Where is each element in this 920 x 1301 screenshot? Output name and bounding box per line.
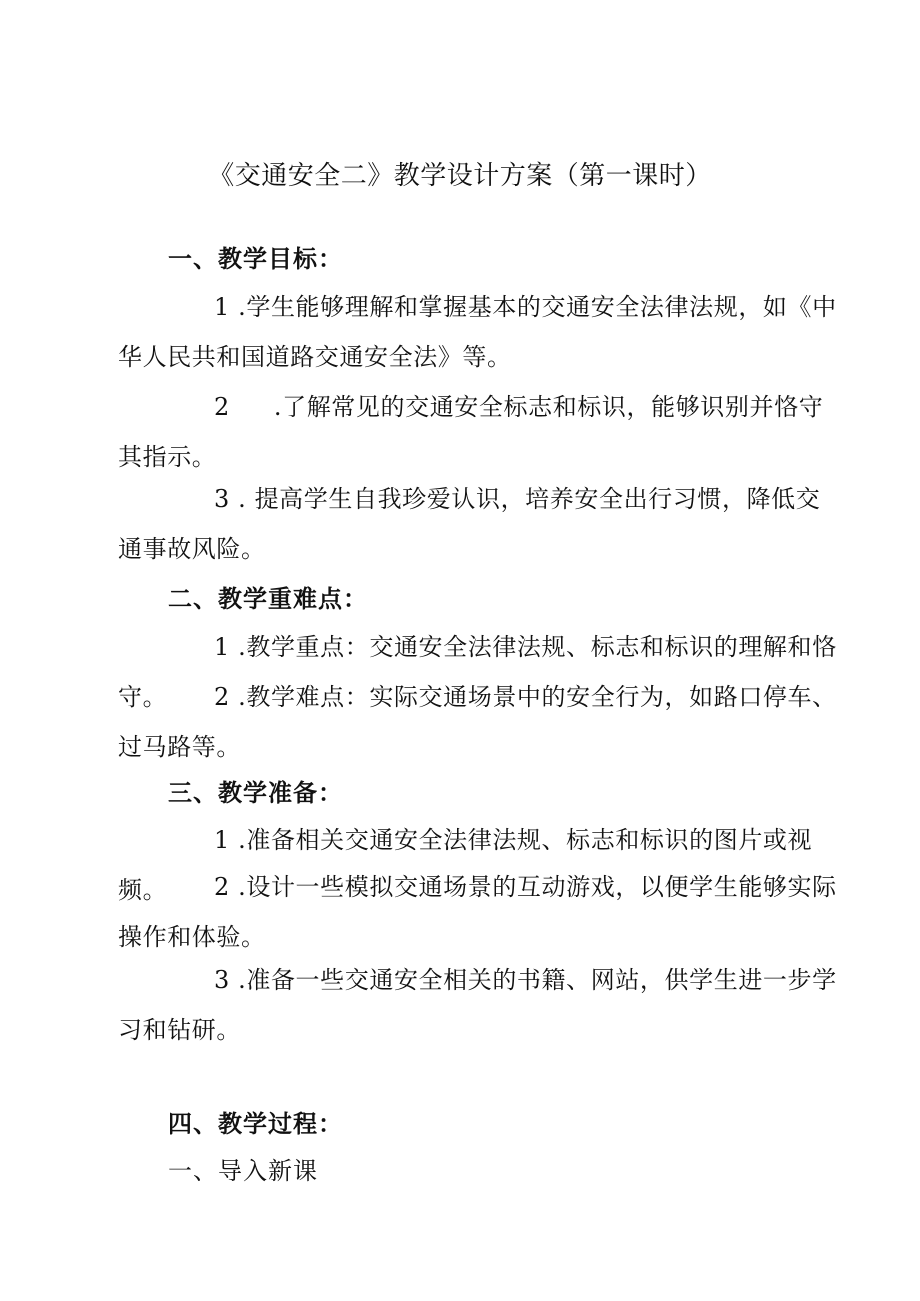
item-text: .教学难点：实际交通场景中的安全行为，如路口停车、过马路等。 — [118, 683, 837, 761]
objective-item-3 — [118, 474, 838, 574]
item-text: . 提高学生自我珍爱认识，培养安全出行习惯，降低交通事故风险。 — [118, 485, 821, 563]
document-title: 《交通安全二》教学设计方案（第一课时） — [208, 161, 712, 191]
item-text: .教学重点：交通安全法律法规、标志和标识的理解和恪守。 — [118, 633, 837, 711]
item-number: 2 — [214, 873, 230, 901]
item-text: .了解常见的交通安全标志和标识，能够识别并恪守其指示。 — [118, 393, 824, 471]
objective-item-1 — [118, 282, 838, 382]
item-text: .学生能够理解和掌握基本的交通安全法律法规，如《中华人民共和国道路交通安全法》等。 — [118, 293, 837, 371]
section-heading-key-points: 二、教学重难点： — [168, 584, 368, 613]
preparation-item-2 — [118, 862, 838, 962]
section-heading-process: 四、教学过程： — [168, 1109, 343, 1138]
preparation-item-3 — [118, 955, 838, 1055]
item-text: .准备相关交通安全法律法规、标志和标识的图片或视频。 — [118, 826, 813, 904]
section-heading-preparation: 三、教学准备： — [168, 778, 343, 807]
section-heading-objectives: 一、教学目标： — [168, 244, 343, 273]
item-number: 1 — [214, 633, 230, 661]
subheading-intro: 一、导入新课 — [168, 1157, 318, 1185]
item-text: .准备一些交通安全相关的书籍、网站，供学生进一步学习和钻研。 — [118, 966, 837, 1044]
item-number: 1 — [214, 826, 230, 854]
item-number: 3 — [214, 966, 230, 994]
item-number: 3 — [214, 485, 230, 513]
item-number: 1 — [214, 293, 230, 321]
item-number: 2 — [214, 683, 230, 711]
key-point-item-2 — [118, 672, 838, 772]
objective-item-2 — [118, 382, 838, 482]
item-text: .设计一些模拟交通场景的互动游戏，以便学生能够实际操作和体验。 — [118, 873, 837, 951]
item-number: 2 — [214, 393, 230, 421]
